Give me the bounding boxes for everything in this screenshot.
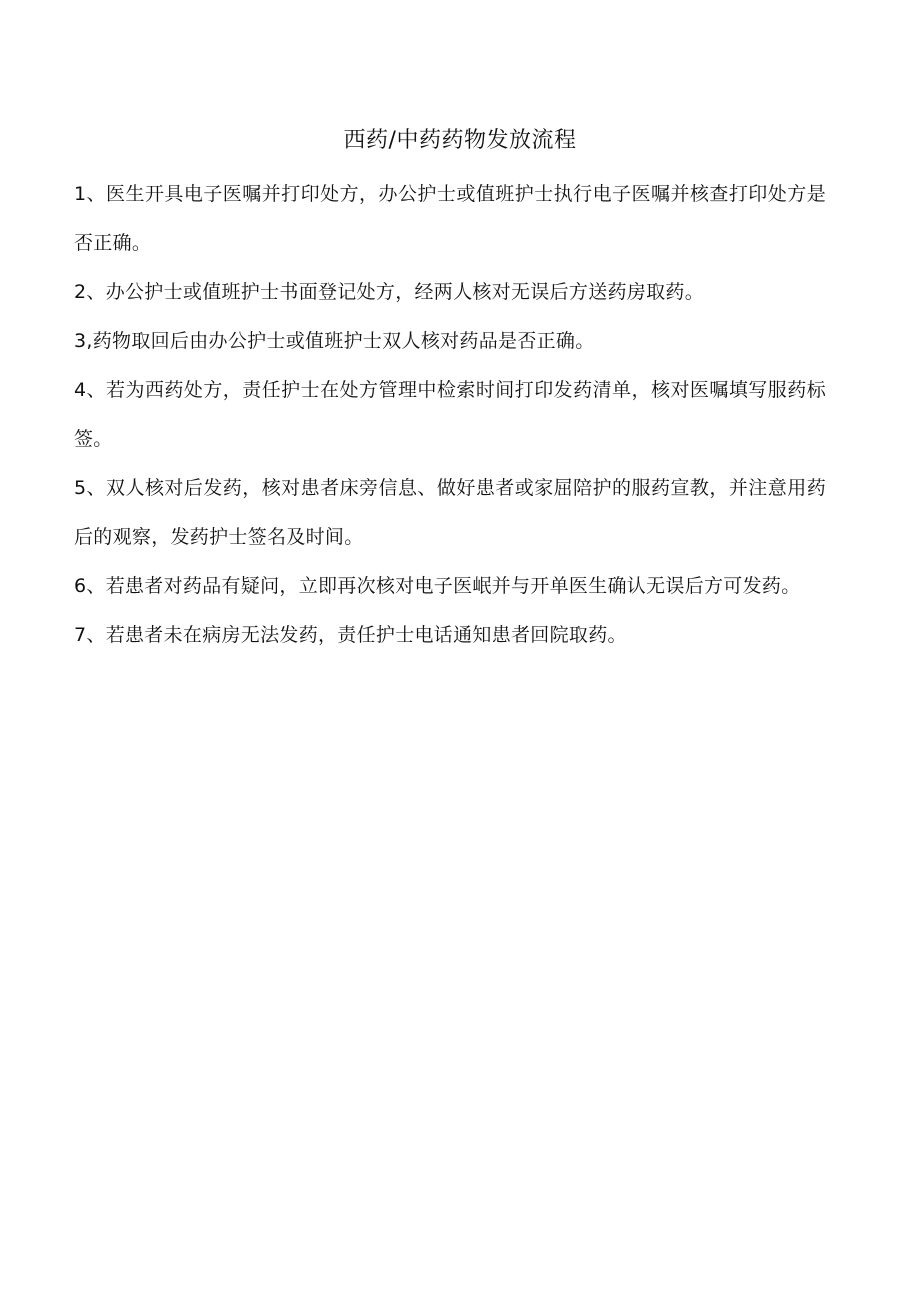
procedure-step-2: 2、办公护士或值班护士书面登记处方，经两人核对无误后方送药房取药。 bbox=[74, 281, 704, 303]
procedure-step-1: 1、医生开具电子医嘱并打印处方，办公护士或值班护士执行电子医嘱并核查打印处方是否正确。 bbox=[74, 183, 826, 254]
procedure-step-6: 6、若患者对药品有疑问，立即再次核对电子医岷并与开单医生确认无误后方可发药。 bbox=[74, 575, 801, 597]
document-title: 西药/中药药物发放流程 bbox=[343, 128, 577, 153]
procedure-step-3: 3,药物取回后由办公护士或值班护士双人核对药品是否正确。 bbox=[74, 330, 595, 352]
procedure-step-5: 5、双人核对后发药，核对患者床旁信息、做好患者或家屈陪护的服药宣教，并注意用药后的观察，发药护士签名及时间。 bbox=[74, 477, 826, 548]
procedure-list bbox=[74, 170, 826, 660]
procedure-step-4: 4、若为西药处方，责任护士在处方管理中检索时间打印发药清单，核对医嘱填写服药标签。 bbox=[74, 379, 826, 450]
procedure-step-7: 7、若患者未在病房无法发药，责任护士电话通知患者回院取药。 bbox=[74, 624, 627, 646]
